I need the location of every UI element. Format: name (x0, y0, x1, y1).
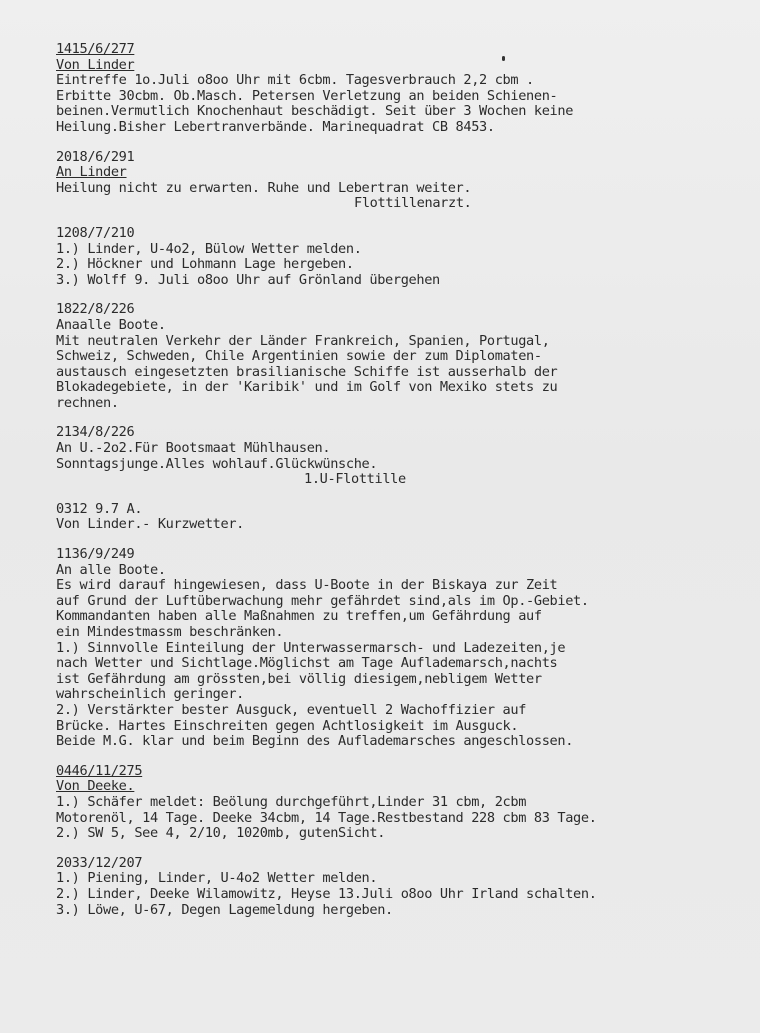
message-line: 1.) Schäfer meldet: Beölung durchgeführt,Linder 31 cbm, 2cbm (56, 793, 527, 810)
message-line: Es wird darauf hingewiesen, dass U-Boote in der Biskaya zur Zeit (56, 577, 558, 594)
message-line: 2.) Höckner und Lohmann Lage hergeben. (56, 256, 354, 273)
message-line: wahrscheinlich geringer. (56, 686, 245, 703)
message-signature: Flottillenarzt. (354, 195, 472, 212)
message-line: Sonntagsjunge.Alles wohlauf.Glückwünsche. (56, 455, 378, 472)
message-header: 0312 9.7 A. (56, 500, 143, 517)
message-line: nach Wetter und Sichtlage.Möglichst am Tage Auflademarsch,nachts (56, 655, 558, 672)
message-header: 2033/12/207 (56, 854, 143, 871)
message-header: 1136/9/249 (56, 546, 135, 563)
message-log (56, 42, 750, 918)
message-line: Blokadegebiete, in der 'Karibik' und im Golf von Mexiko stets zu (56, 379, 558, 396)
message-header: 1415/6/277 (56, 41, 135, 57)
message-line: 3.) Wolff 9. Juli o8oo Uhr auf Grönland übergehen (56, 271, 440, 288)
message-header: 1822/8/226 (56, 301, 135, 318)
message-block (56, 302, 750, 411)
message-header: 0446/11/275 (56, 762, 143, 779)
message-line: Brücke. Hartes Einschreiten gegen Achtlosigkeit im Ausguck. (56, 717, 519, 734)
message-line: Kommandanten haben alle Maßnahmen zu treffen,um Gefährdung auf (56, 608, 542, 625)
message-line: An U.-2o2.Für Bootsmaat Mühlhausen. (56, 440, 331, 457)
message-header: 1208/7/210 (56, 224, 135, 241)
message-line: ein Mindestmassm beschränken. (56, 624, 284, 640)
message-line: 2.) Linder, Deeke Wilamowitz, Heyse 13.Juli o8oo Uhr Irland schalten. (56, 885, 597, 902)
message-line: 1.) Piening, Linder, U-4o2 Wetter melden. (56, 870, 378, 887)
message-line: Von Linder.- Kurzwetter. (56, 516, 245, 533)
message-line: Motorenöl, 14 Tage. Deeke 34cbm, 14 Tage.Restbestand 228 cbm 83 Tage. (56, 809, 597, 826)
message-header: 2018/6/291 (56, 148, 135, 165)
message-line: Heilung nicht zu erwarten. Ruhe und Lebertran weiter. (56, 179, 472, 196)
message-line: 1.) Linder, U-4o2, Bülow Wetter melden. (56, 240, 362, 257)
message-line: Heilung.Bisher Lebertranverbände. Marinequadrat CB 8453. (56, 118, 495, 135)
message-line: ist Gefährdung am grössten,bei völlig diesigem,nebligem Wetter (56, 670, 542, 687)
message-line: austausch eingesetzten brasilianische Schiffe ist ausserhalb der (56, 363, 558, 380)
message-line: beinen.Vermutlich Knochenhaut beschädigt. Seit über 3 Wochen keine (56, 103, 574, 120)
message-line: An Linder (56, 164, 127, 181)
message-line: 2.) SW 5, See 4, 2/10, 1020mb, gutenSicht. (56, 825, 386, 842)
message-header: 2134/8/226 (56, 424, 135, 441)
ink-speck (502, 56, 505, 61)
message-line: Schweiz, Schweden, Chile Argentinien sowie der zum Diplomaten- (56, 348, 542, 365)
message-block (56, 425, 750, 487)
message-block (56, 547, 750, 750)
message-line: Erbitte 30cbm. Ob.Masch. Petersen Verletzung an beiden Schienen- (56, 87, 558, 104)
message-line: Anaalle Boote. (56, 316, 166, 333)
message-line: 2.) Verstärkter bester Ausguck, eventuell 2 Wachoffizier auf (56, 701, 527, 718)
message-block (56, 764, 750, 842)
message-signature: 1.U-Flottille (304, 471, 406, 488)
message-line: Mit neutralen Verkehr der Länder Frankreich, Spanien, Portugal, (56, 332, 550, 349)
message-line: Eintreffe 1o.Juli o8oo Uhr mit 6cbm. Tagesverbrauch 2,2 cbm . (56, 72, 534, 89)
message-line: 1.) Sinnvolle Einteilung der Unterwassermarsch- und Ladezeiten,je (56, 639, 566, 656)
message-line: rechnen. (56, 394, 119, 411)
message-block (56, 42, 750, 136)
message-block (56, 150, 750, 212)
message-block (56, 226, 750, 288)
message-line: Von Deeke. (56, 778, 135, 795)
message-line: An alle Boote. (56, 561, 166, 578)
message-line: Von Linder (56, 56, 135, 73)
message-line: Beide M.G. klar und beim Beginn des Auflademarsches angeschlossen. (56, 733, 574, 750)
message-block (56, 502, 750, 533)
message-line: 3.) Löwe, U-67, Degen Lagemeldung hergeben. (56, 901, 393, 918)
message-block (56, 856, 750, 918)
message-line: auf Grund der Luftüberwachung mehr gefährdet sind,als im Op.-Gebiet. (56, 592, 589, 609)
